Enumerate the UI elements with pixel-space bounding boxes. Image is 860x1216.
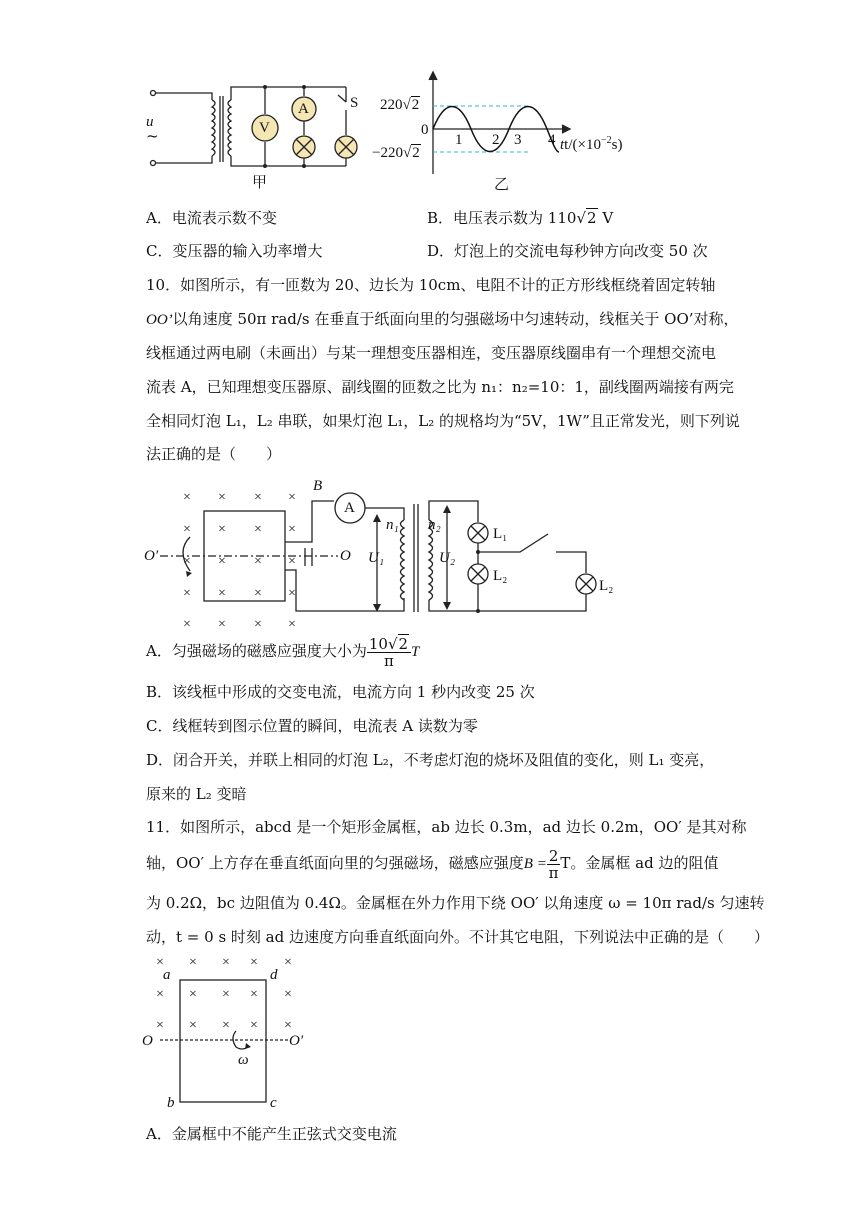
- fig11-label-o-prime: O′: [289, 1033, 304, 1049]
- q11-line-4: 动，t = 0 s 时刻 ad 边速度方向垂直纸面向外。不计其它电阻，下列说法中正确的是（ ）: [146, 928, 769, 946]
- fig11-label-b: b: [167, 1095, 175, 1111]
- q10-line-5: 全相同灯泡 L₁，L₂ 串联，如果灯泡 L₁，L₂ 的规格均为“5V，1W”且正常发光，则下列说: [146, 412, 740, 430]
- q11-line-2: 轴，OO′ 上方存在垂直纸面向里的匀强磁场，磁感应强度B = $\frac{2}{\pi}$ T。金属框 ad 边的阻值: [146, 846, 719, 882]
- fig11-label-d: d: [270, 967, 278, 983]
- svg-text:×: ×: [250, 987, 258, 1002]
- switch-label: S: [350, 95, 359, 111]
- q10-option-a: A．匀强磁场的磁感应强度大小为 $\frac{10√2}{\pi}$ T: [146, 634, 420, 670]
- svg-text:×: ×: [183, 522, 191, 537]
- q10-line-2: OO’以角速度 50π rad/s 在垂直于纸面向里的匀强磁场中匀速转动，线框关于 OO’对称，: [146, 310, 739, 328]
- svg-text:×: ×: [288, 617, 296, 632]
- svg-text:×: ×: [284, 987, 292, 1002]
- svg-text:×: ×: [218, 522, 226, 537]
- tick-3: 3: [514, 132, 522, 148]
- svg-text:×: ×: [254, 617, 262, 632]
- q9-option-c: C．变压器的输入功率增大: [146, 242, 323, 260]
- svg-text:×: ×: [183, 617, 191, 632]
- q9-option-b: B．电压表示数为 110√2 V: [427, 209, 614, 227]
- tick-1: 1: [455, 132, 463, 148]
- svg-text:×: ×: [288, 490, 296, 505]
- svg-text:×: ×: [218, 586, 226, 601]
- svg-text:×: ×: [288, 554, 296, 569]
- fig10-label-o-left: O′: [144, 548, 159, 564]
- svg-text:×: ×: [222, 987, 230, 1002]
- fig10-label-u1: U₁: [368, 550, 385, 566]
- svg-text:×: ×: [254, 490, 262, 505]
- q10-option-d-line-1: D．闭合开关，并联上相同的灯泡 L₂，不考虑灯泡的烧坏及阻值的变化，则 L₁ 变亮，: [146, 751, 715, 769]
- svg-text:×: ×: [189, 987, 197, 1002]
- svg-text:×: ×: [183, 586, 191, 601]
- svg-text:×: ×: [183, 490, 191, 505]
- figure-label-jia: 甲: [252, 173, 268, 191]
- svg-text:×: ×: [156, 987, 164, 1002]
- q10-line-4: 流表 A，已知理想变压器原、副线圈的匝数之比为 n₁：n₂=10：1，副线圈两端接有两完: [146, 378, 734, 396]
- q11-line-1: 11．如图所示，abcd 是一个矩形金属框，ab 边长 0.3m，ad 边长 0.2m，OO′ 是其对称: [146, 818, 747, 836]
- svg-text:×: ×: [288, 522, 296, 537]
- y-max-label: 220√2: [380, 97, 420, 113]
- fig10-label-u2: U₂: [439, 550, 456, 566]
- fig10-label-l1: L₁: [493, 526, 508, 542]
- q10-option-c: C．线框转到图示位置的瞬间，电流表 A 读数为零: [146, 717, 478, 735]
- tick-2: 2: [492, 132, 500, 148]
- svg-text:×: ×: [183, 554, 191, 569]
- q9-option-d: D．灯泡上的交流电每秒钟方向改变 50 次: [427, 242, 708, 260]
- fig10-ammeter-label: A: [344, 500, 355, 516]
- svg-text:×: ×: [288, 586, 296, 601]
- svg-text:×: ×: [222, 1018, 230, 1033]
- ac-tilde: ~: [146, 127, 159, 145]
- q11-option-a: A．金属框中不能产生正弦式交变电流: [146, 1125, 397, 1143]
- svg-text:×: ×: [218, 617, 226, 632]
- q10-option-d-line-2: 原来的 L₂ 变暗: [146, 785, 247, 803]
- svg-text:×: ×: [218, 490, 226, 505]
- fig11-label-a: a: [163, 967, 171, 983]
- fig11-label-o: O: [142, 1033, 153, 1049]
- u-symbol: u: [146, 114, 154, 130]
- q11-line-3: 为 0.2Ω，bc 边阻值为 0.4Ω。金属框在外力作用下绕 OO′ 以角速度 ω = 10π rad/s 匀速转: [146, 894, 765, 912]
- svg-text:×: ×: [254, 586, 262, 601]
- time-axis-label: $tt/(\times 10^{-2}s)$: [560, 135, 623, 153]
- fig11-label-omega: ω: [238, 1052, 249, 1068]
- tick-4: 4: [548, 132, 556, 148]
- q10-option-b: B．该线框中形成的交变电流，电流方向 1 秒内改变 25 次: [146, 683, 535, 701]
- fig10-label-n2: n₂: [428, 517, 441, 533]
- svg-text:×: ×: [218, 554, 226, 569]
- svg-text:×: ×: [189, 1018, 197, 1033]
- fig10-label-o-right: O: [340, 548, 351, 564]
- fig10-label-b: B: [313, 478, 323, 494]
- svg-text:×: ×: [189, 955, 197, 970]
- fig10-label-l2: L₂: [493, 568, 508, 584]
- fig10-label-n1: n₁: [386, 517, 399, 533]
- svg-text:×: ×: [254, 522, 262, 537]
- voltmeter-label: V: [259, 120, 270, 136]
- fig10-label-l2-parallel: L₂: [599, 578, 614, 594]
- fig11-label-c: c: [270, 1095, 277, 1111]
- q10-line-3: 线框通过两电刷（未画出）与某一理想变压器相连，变压器原线圈串有一个理想交流电: [146, 344, 717, 362]
- q10-line-6: 法正确的是（ ）: [146, 445, 282, 463]
- figure-label-yi: 乙: [494, 175, 510, 193]
- q9-option-a: A．电流表示数不变: [146, 209, 277, 227]
- ammeter-label: A: [298, 101, 309, 117]
- svg-text:×: ×: [284, 1018, 292, 1033]
- svg-text:×: ×: [222, 955, 230, 970]
- svg-text:×: ×: [254, 554, 262, 569]
- q10-line-1: 10．如图所示，有一匝数为 20、边长为 10cm、电阻不计的正方形线框绕着固定转轴: [146, 276, 716, 294]
- svg-text:×: ×: [284, 955, 292, 970]
- zero-label: 0: [421, 122, 429, 138]
- svg-text:×: ×: [250, 1018, 258, 1033]
- svg-text:×: ×: [156, 1018, 164, 1033]
- svg-text:×: ×: [250, 955, 258, 970]
- svg-text:×: ×: [156, 955, 164, 970]
- y-min-label: −220√2: [372, 145, 420, 161]
